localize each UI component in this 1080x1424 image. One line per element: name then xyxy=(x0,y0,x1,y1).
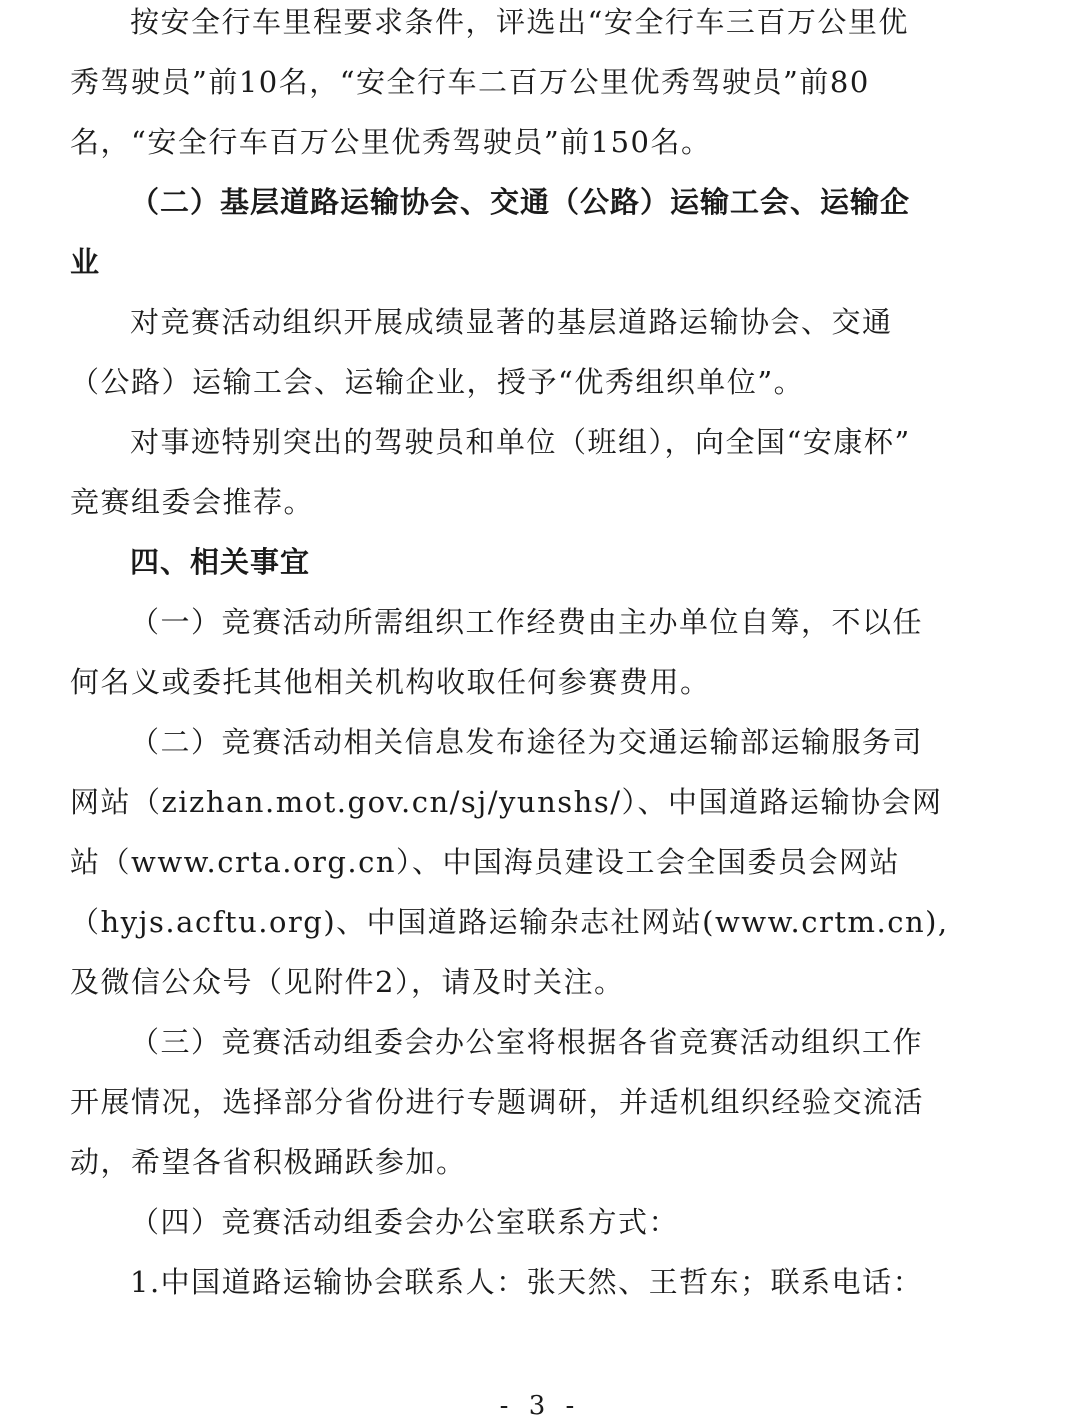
body-text-line: （公路）运输工会、运输企业，授予“优秀组织单位”。 xyxy=(70,365,805,399)
body-text-line: 动，希望各省积极踊跃参加。 xyxy=(70,1145,467,1179)
body-text-line: （一）竞赛活动所需组织工作经费由主办单位自筹，不以任 xyxy=(130,605,924,639)
body-text-line: 网站（zizhan.mot.gov.cn/sj/yunshs/）、中国道路运输协会网 xyxy=(70,785,943,819)
body-text-line: 开展情况，选择部分省份进行专题调研，并适机组织经验交流活 xyxy=(70,1085,925,1119)
body-text-line: 何名义或委托其他相关机构收取任何参赛费用。 xyxy=(70,665,711,699)
body-text-line: （二）竞赛活动相关信息发布途径为交通运输部运输服务司 xyxy=(130,725,924,759)
body-text-line: 名，“安全行车百万公里优秀驾驶员”前150名。 xyxy=(70,125,712,159)
section-subheading-continued: 业 xyxy=(70,245,101,279)
body-text-line: 竞赛组委会推荐。 xyxy=(70,485,315,519)
body-text-line: （四）竞赛活动组委会办公室联系方式： xyxy=(130,1205,680,1239)
body-text-line: 按安全行车里程要求条件，评选出“安全行车三百万公里优 xyxy=(130,5,909,39)
page-number: - 3 - xyxy=(499,1391,581,1421)
body-text-line: 及微信公众号（见附件2），请及时关注。 xyxy=(70,965,625,999)
body-text-line: 站（www.crta.org.cn）、中国海员建设工会全国委员会网站 xyxy=(70,845,901,879)
body-text-line: （三）竞赛活动组委会办公室将根据各省竞赛活动组织工作 xyxy=(130,1025,924,1059)
body-text-line: 秀驾驶员”前10名，“安全行车二百万公里优秀驾驶员”前80 xyxy=(70,65,870,99)
body-text-line: 对事迹特别突出的驾驶员和单位（班组），向全国“安康杯” xyxy=(130,425,911,459)
section-heading: 四、相关事宜 xyxy=(130,545,311,579)
body-text-line: 1.中国道路运输协会联系人：张天然、王哲东；联系电话： xyxy=(130,1265,924,1299)
section-subheading: （二）基层道路运输协会、交通（公路）运输工会、运输企 xyxy=(130,185,911,219)
body-text-line: 对竞赛活动组织开展成绩显著的基层道路运输协会、交通 xyxy=(130,305,893,339)
body-text-line: （hyjs.acftu.org)、中国道路运输杂志社网站(www.crtm.cn), xyxy=(70,905,949,939)
